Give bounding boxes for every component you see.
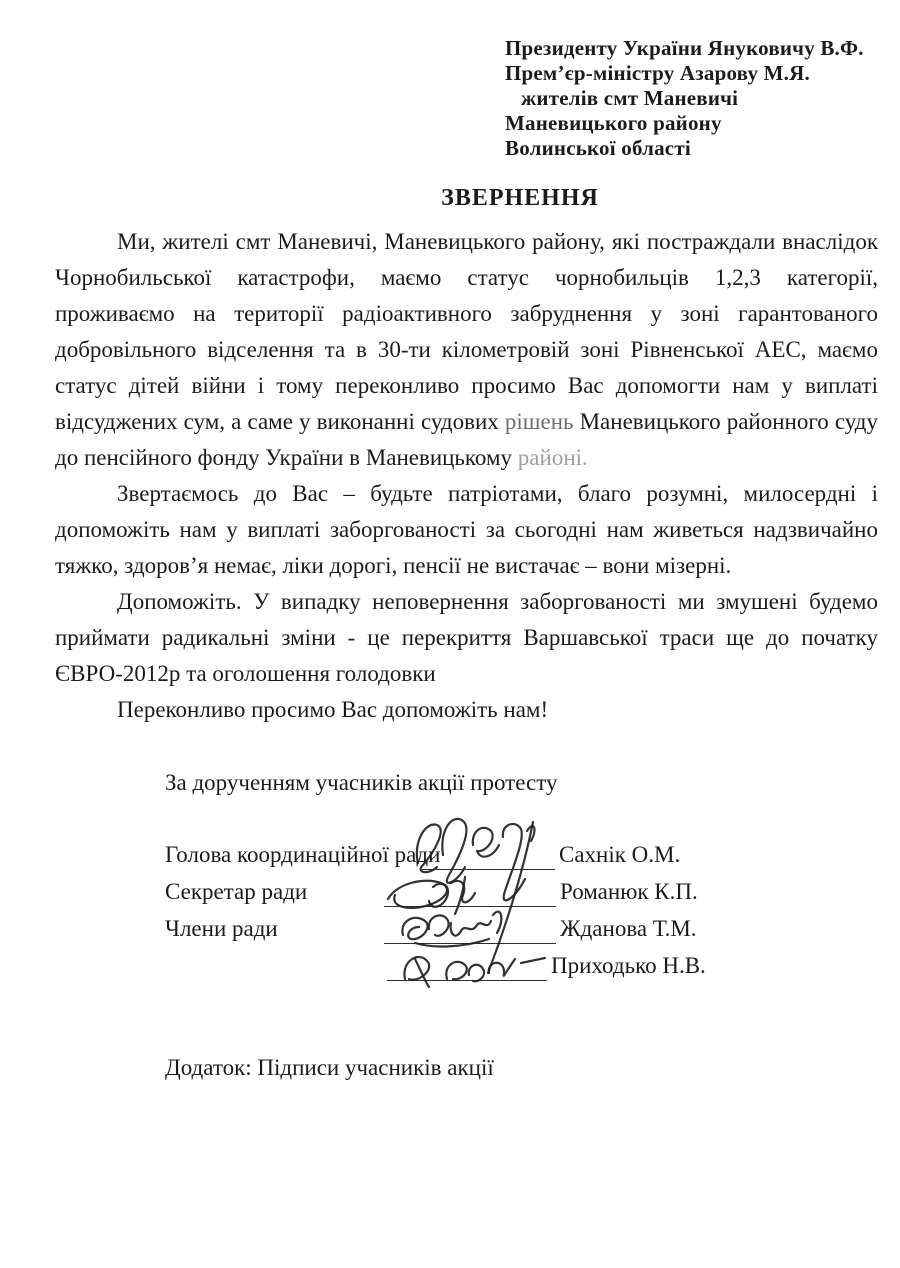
signature-block: [165, 833, 865, 981]
paragraph-1: [55, 224, 878, 476]
paragraph-4: Переконливо просимо Вас допоможіть нам!: [117, 697, 549, 722]
paragraph-2: Звертаємось до Вас – будьте патріотами, благо розумні, милосердні і допоможіть нам у виплаті заборгованості за сьогодні нам живеться надзвичайно тяжко, здоров’я немає, ліки дорогі, пенсії не вистачає – вони мізерні.: [55, 481, 878, 578]
signature-row-head: [165, 833, 865, 870]
attachment-note: Додаток: Підписи учасників акції: [165, 1055, 494, 1080]
paragraph-1-faded-end: районі.: [517, 445, 588, 470]
signature-role-label: [165, 979, 422, 981]
letter-title: ЗВЕРНЕННЯ: [441, 185, 599, 211]
signatory-name: Жданова Т.М.: [560, 916, 697, 941]
signature-underline: [384, 913, 556, 944]
signature-role-label: Секретар ради: [165, 879, 308, 904]
signature-row-secretary: [165, 870, 865, 907]
sender-line-district: Маневицького району: [505, 111, 722, 135]
recipient-line-president: Президенту України Януковичу В.Ф.: [505, 36, 864, 60]
signature-role-label: Голова координаційної ради: [165, 842, 441, 867]
signature-role-label: Члени ради: [165, 916, 278, 941]
paragraph-3: Допоможіть. У випадку неповернення заборгованості ми змушені будемо приймати радикальні зміни - це перекриття Варшавської траси ще до початку ЄВРО-2012р та оголошення голодовки: [55, 589, 878, 686]
signature-underline: [422, 839, 555, 870]
recipient-block: [505, 0, 880, 161]
signatory-name: Приходько Н.В.: [551, 953, 706, 978]
sender-line-residents: жителів смт Маневичі: [521, 86, 739, 110]
signature-row-member-2: [165, 944, 865, 981]
signature-row-members: [165, 907, 865, 944]
paragraph-1-faded-word: рішень: [504, 409, 574, 434]
signatory-name: Сахнік О.М.: [559, 842, 681, 867]
recipient-line-premier: Прем’єр-міністру Азарову М.Я.: [505, 61, 810, 85]
paragraph-1-mid: Маневицького районного суду до пенсійного фонду України в Маневицькому: [55, 409, 878, 470]
signature-underline: [387, 950, 547, 981]
closing-line: За дорученням учасників акції протесту: [165, 770, 558, 795]
letter-body: [55, 224, 878, 728]
signature-underline: [384, 876, 556, 907]
signatory-name: Романюк К.П.: [560, 879, 698, 904]
sender-line-region: Волинської області: [505, 136, 691, 160]
paragraph-1-main: Ми, жителі смт Маневичі, Маневицького району, які постраждали внаслідок Чорнобильської катастрофи, маємо статус чорнобильців 1,2,3 категорії, проживаємо на території радіоактивного забруднення у зоні гарантованого добровільного відселення та в 30-ти кілометровій зоні Рівненської АЕС, маємо статус дітей війни і тому переконливо просимо Вас допомогти нам у виплаті відсуджених сум, а саме у виконанні судових: [55, 229, 878, 434]
